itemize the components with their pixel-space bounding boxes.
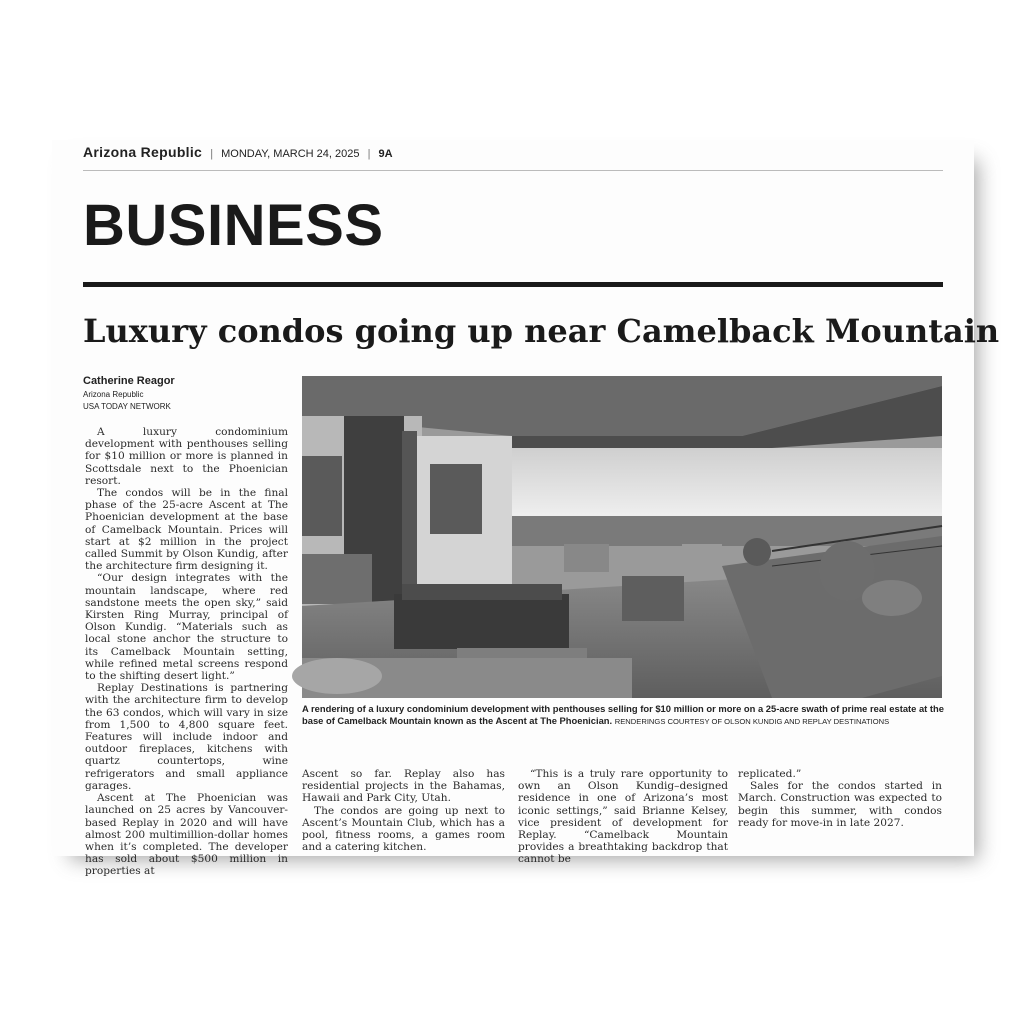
article-column-1 [85,426,288,878]
newspaper-page [52,140,1000,878]
article-headline: Luxury condos going up near Camelback Mountain [83,312,1000,350]
article-column-2 [302,768,505,853]
byline-affiliation: Arizona Republic [83,390,144,399]
paragraph: Ascent at The Phoenician was launched on 25 acres by Vancouver-based Replay in 2020 and will have almost 200 multimillion-dollar homes when it’s completed. The developer has sold about $500 million in properties at [85,792,288,878]
masthead-separator: | [210,148,214,160]
byline-network: USA TODAY NETWORK [83,402,171,411]
paragraph: The condos will be in the final phase of the 25-acre Ascent at The Phoenician development at the base of Camelback Mountain. Prices will start at $2 million in the project called Summit by Olson Kundig, after the architecture firm designing it. [85,487,288,573]
paragraph-continued: replicated.” [738,768,802,780]
paragraph: The condos are going up next to Ascent’s Mountain Club, which has a pool, fitness rooms, a games room and a catering kitchen. [302,804,505,854]
interior-rendering-image [302,376,942,698]
page-number: 9A [378,148,393,160]
byline [83,375,175,411]
masthead-separator: | [367,148,371,160]
paragraph: Replay Destinations is partnering with the architecture firm to develop the 63 condos, which will vary in size from 1,500 to 4,800 square feet. Features will include indoor and outdoor fireplaces, kitchens with quartz countertops, wine refrigerators and small appliance garages. [85,682,288,792]
paragraph: “This is a truly rare opportunity to own an Olson Kundig–designed residence in one of Arizona’s most iconic settings,” said Brianne Kelsey, vice president of development for Replay. “Camelback Mountain provides a breathtaking backdrop that cannot be [518,768,728,866]
paragraph: A luxury condominium development with penthouses selling for $10 million or more is planned in Scottsdale next to the Phoenician resort. [85,426,288,487]
article-column-4 [738,768,942,829]
paragraph: Sales for the condos started in March. Construction was expected to begin this summer, with condos ready for move-in in late 2027. [738,780,942,829]
masthead [83,144,943,160]
article-column-3 [518,768,728,866]
caption-text: A rendering of a luxury condominium development with penthouses selling for $10 million or more on a 25-acre swath of prime real estate at the base of Camelback Mountain known as the Ascent at The Phoenician. [302,703,944,726]
byline-author: Catherine Reagor [83,375,175,387]
photo-credit: RENDERINGS COURTESY OF OLSON KUNDIG AND REPLAY DESTINATIONS [614,716,890,726]
newspaper-name: Arizona Republic [83,144,203,160]
issue-date: MONDAY, MARCH 24, 2025 [221,148,360,160]
section-rule [83,282,943,287]
photo-caption [302,703,947,727]
paragraph: “Our design integrates with the mountain landscape, where red sandstone meets the open sky,” said Kirsten Ring Murray, principal of Olson Kundig. “Materials such as local stone anchor the structure to its Camelback Mountain setting, while refined metal screens respond to the shifting desert light.” [85,572,288,683]
section-title: BUSINESS [83,193,384,258]
masthead-rule [83,170,943,171]
paragraph-continued: Ascent so far. Replay also has residential projects in the Bahamas, Hawaii and Park City, Utah. [302,768,505,805]
